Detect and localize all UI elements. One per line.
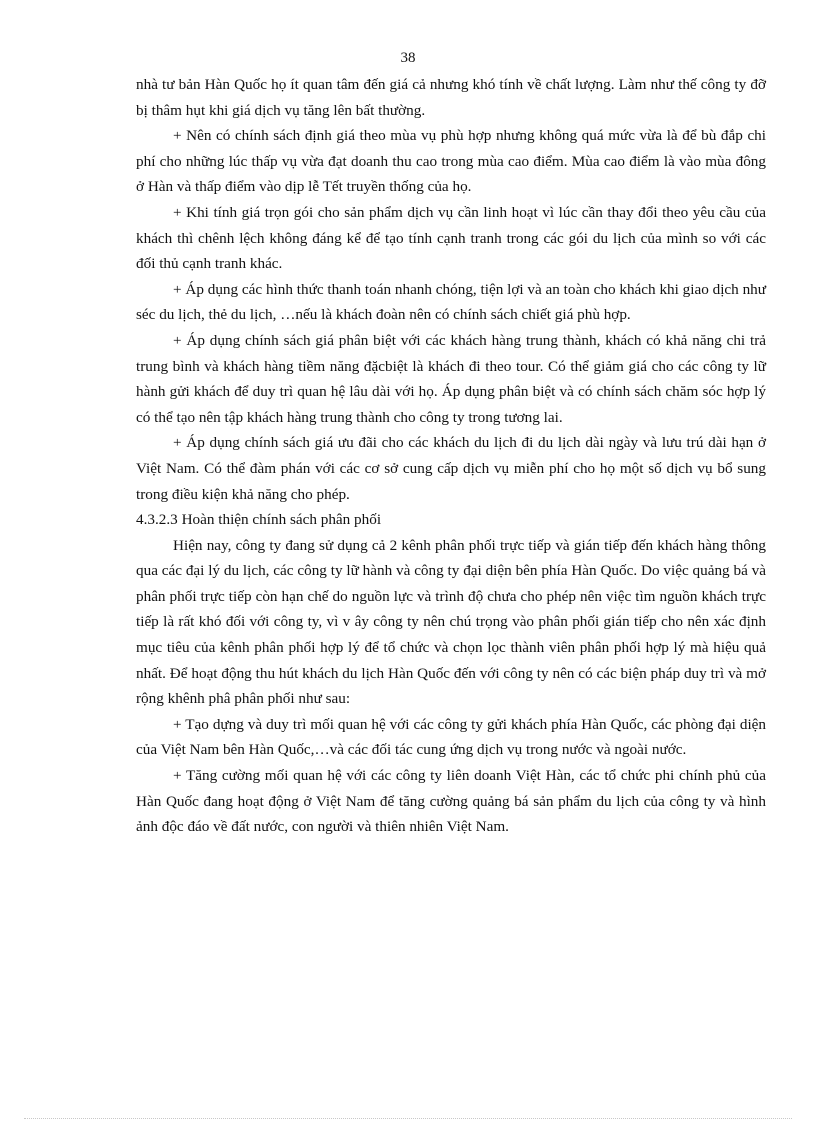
page-number: 38 (400, 50, 416, 66)
paragraph-seasonal-pricing: + Nên có chính sách định giá theo mùa vụ phù hợp nhưng không quá mức vừa là để bù đắp chi phí cho những lúc thấp vụ vừa đạt doanh thu cao trong mùa cao điểm. Mùa cao điểm là vào mùa đông ở Hàn và thấp điểm vào dịp lễ Tết truyền thống của họ. (136, 127, 766, 196)
paragraph-joint-ventures: + Tăng cường mối quan hệ với các công ty liên doanh Việt Hàn, các tổ chức phi chính phủ của Hàn Quốc đang hoạt động ở Việt Nam để tăng cường quảng bá sản phẩm du lịch của công ty và hình ảnh độc đáo về đất nước, con người và thiên nhiên Việt Nam. (136, 767, 766, 836)
body-text (136, 72, 766, 840)
section-heading: 4.3.2.3 Hoàn thiện chính sách phân phối (136, 511, 382, 529)
paragraph-distribution-intro: Hiện nay, công ty đang sử dụng cả 2 kênh phân phối trực tiếp và gián tiếp đến khách hàng thông qua các đại lý du lịch, các công ty lữ hành và công ty đại diện bên phía Hàn Quốc. Do việc quảng bá và phân phối trực tiếp còn hạn chế do nguồn lực và trình độ chưa cho phép nên việc tìm nguồn khách trực tiếp là rất khó đối với công ty, vì v ây công ty nên chú trọng vào phân phối gián tiếp cho nên xác định mục tiêu của kênh phân phối hợp lý để tổ chức và chọn lọc thành viên phân phối hợp lý mà hiệu quả nhất. Để hoạt động thu hút khách du lịch Hàn Quốc đến với công ty nên có các biện pháp duy trì và mở rộng khênh phâ phân phối như sau: (136, 536, 766, 708)
paragraph-partner-relations: + Tạo dựng và duy trì mối quan hệ với các công ty gửi khách phía Hàn Quốc, các phòng đại diện của Việt Nam bên Hàn Quốc,…và các đối tác cung ứng dịch vụ trong nước và ngoài nước. (136, 715, 766, 759)
paragraph-package-pricing: + Khi tính giá trọn gói cho sản phẩm dịch vụ cần linh hoạt vì lúc cần thay đổi theo yêu cầu của khách thì chênh lệch không đáng kể để tạo tính cạnh tranh trong các gói du lịch của mình so với các đối thủ cạnh tranh khác. (136, 203, 766, 273)
paragraph-price-discrimination: + Áp dụng chính sách giá phân biệt với các khách hàng trung thành, khách có khả năng chi trả trung bình và khách hàng tiềm năng đặcbiệt là khách đi theo tour. Có thể giảm giá cho các công ty lữ hành gửi khách để duy trì quan hệ lâu dài với họ. Áp dụng phân biệt và có chính sách chăm sóc hợp lý có thể tạo nên tập khách hàng trung thành cho công ty trong tương lai. (136, 331, 766, 426)
paragraph-continuation: nhà tư bản Hàn Quốc họ ít quan tâm đến giá cả nhưng khó tính về chất lượng. Làm như thế công ty đỡ bị thâm hụt khi giá dịch vụ tăng lên bất thường. (136, 76, 766, 119)
page-bottom-divider (24, 1118, 792, 1119)
paragraph-payment-methods: + Áp dụng các hình thức thanh toán nhanh chóng, tiện lợi và an toàn cho khách khi giao dịch như séc du lịch, thẻ du lịch, …nếu là khách đoàn nên có chính sách chiết giá phù hợp. (136, 280, 766, 324)
paragraph-preferential-pricing: + Áp dụng chính sách giá ưu đãi cho các khách du lịch đi du lịch dài ngày và lưu trú dài hạn ở Việt Nam. Có thể đàm phán với các cơ sở cung cấp dịch vụ miễn phí cho họ một số dịch vụ bổ sung trong điều kiện khả năng cho phép. (136, 434, 766, 503)
